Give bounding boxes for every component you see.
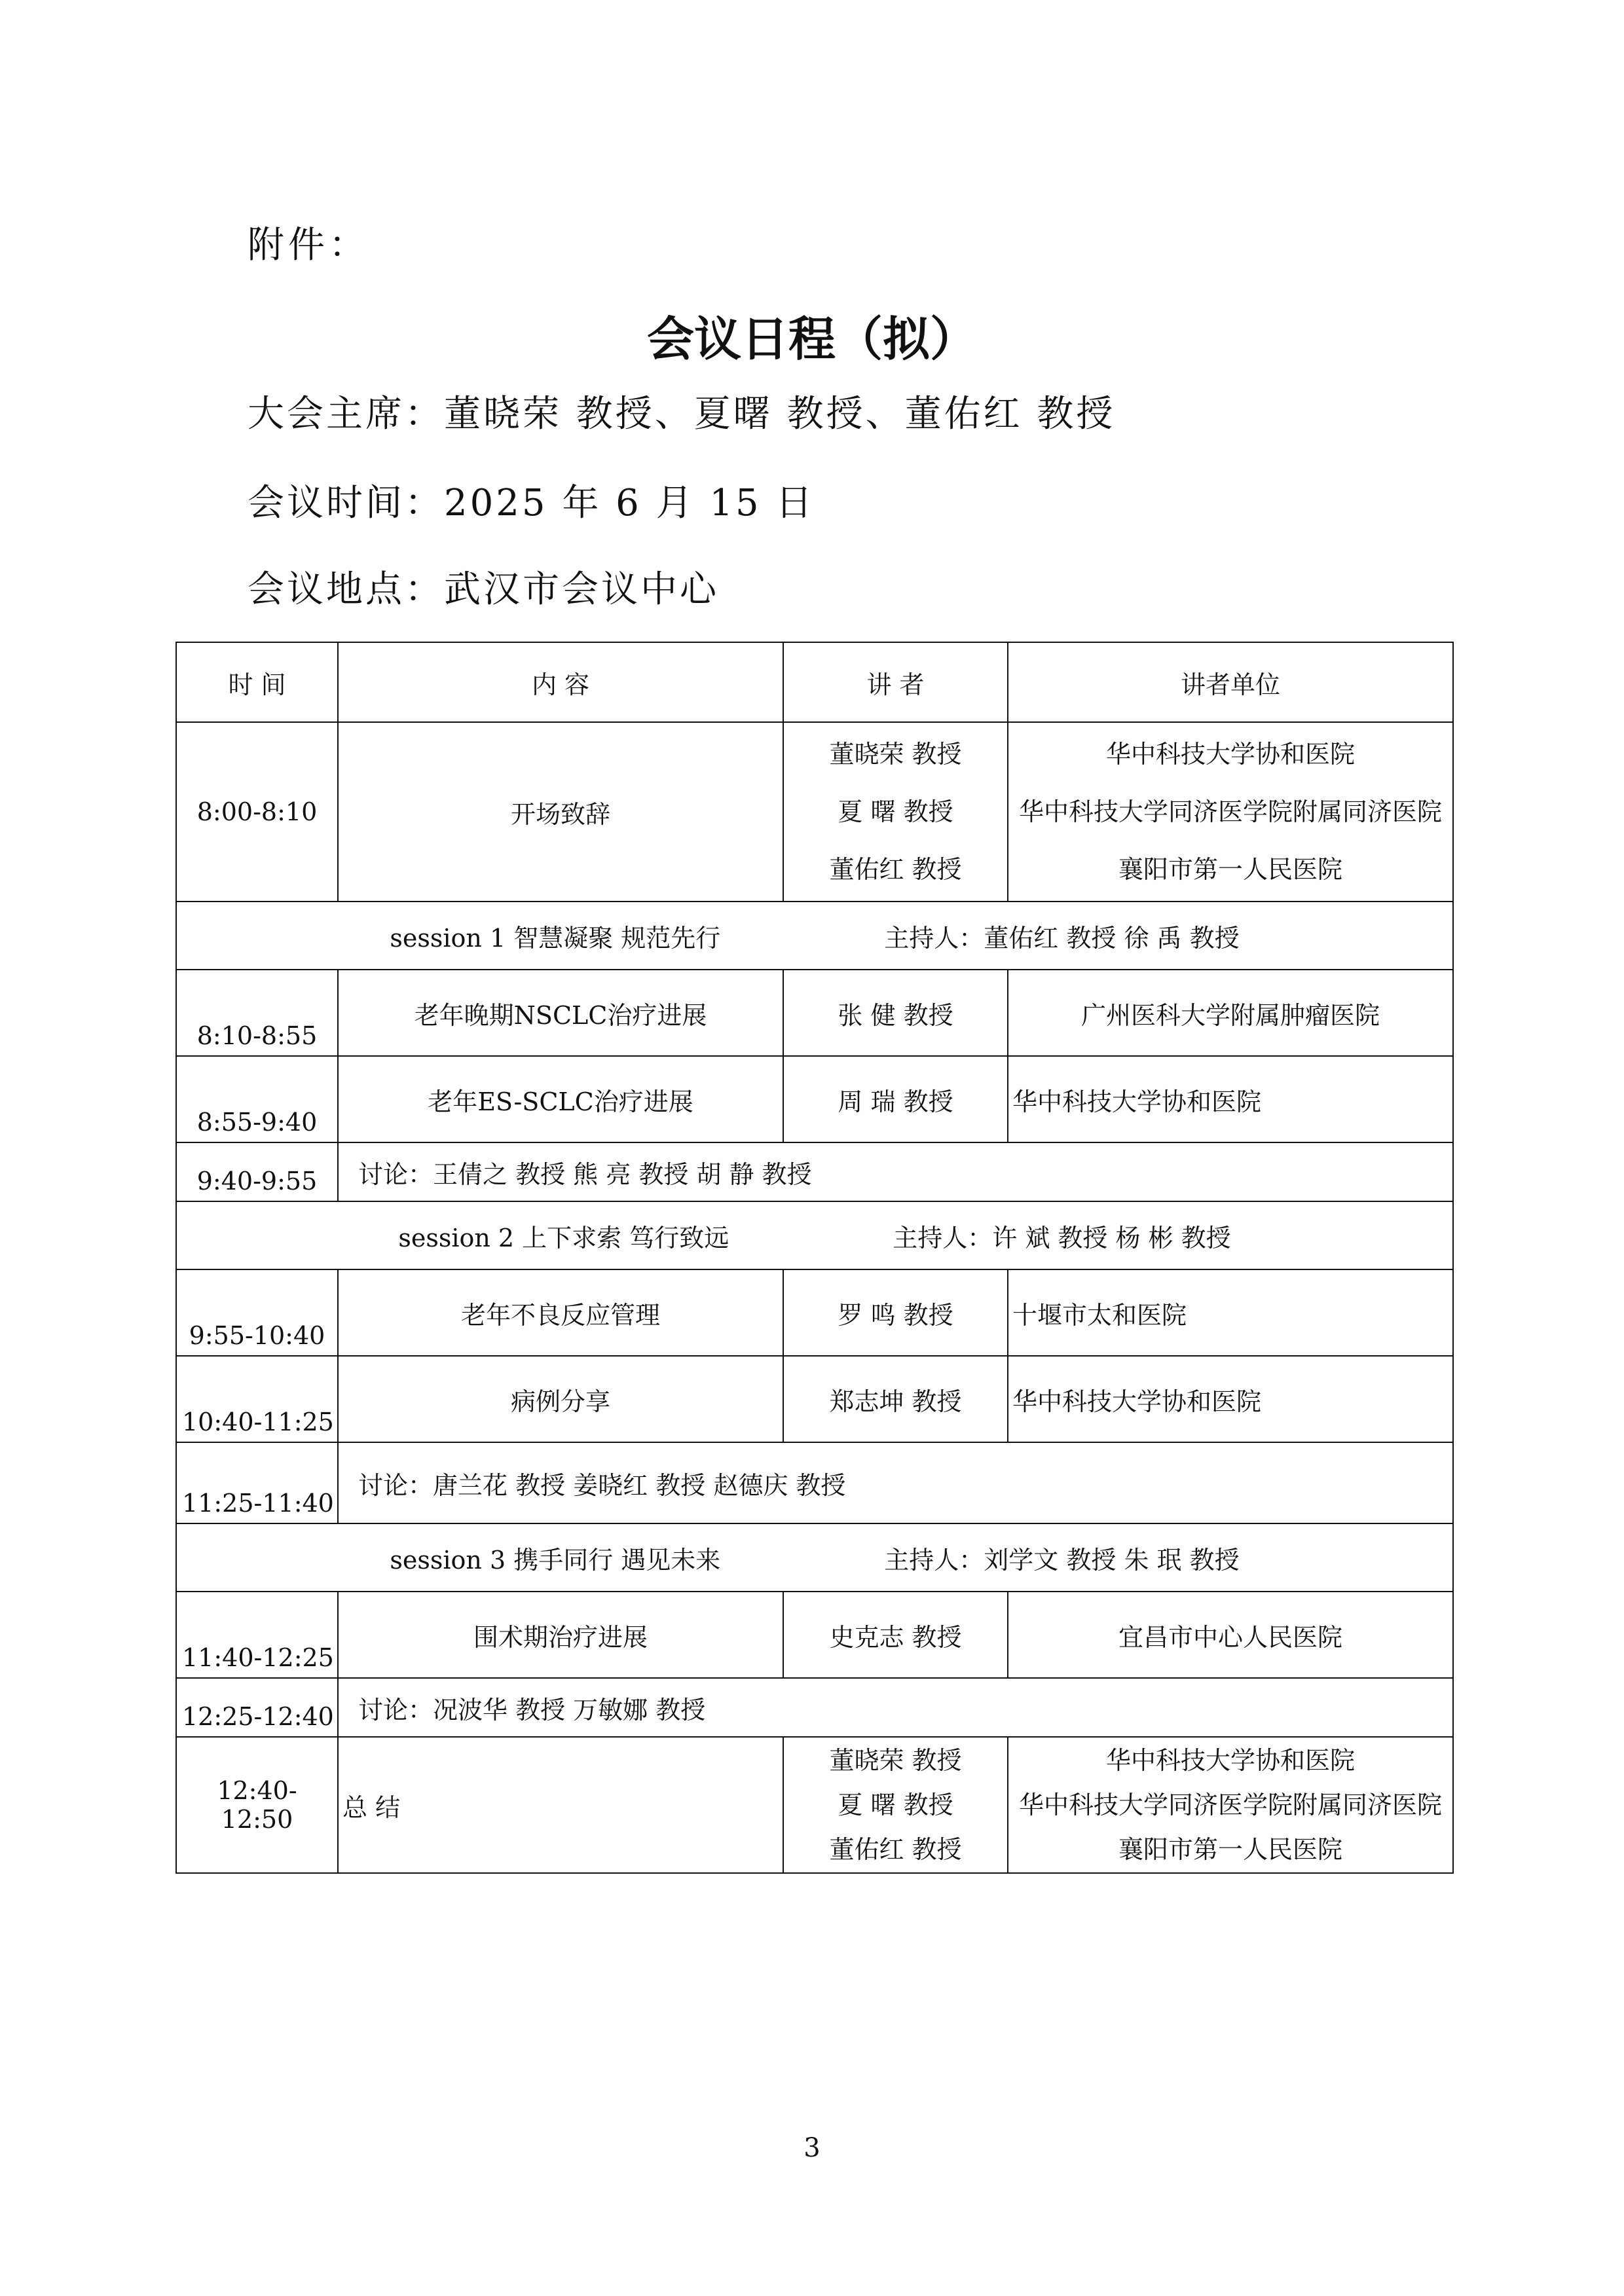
session-hosts: 主持人：刘学文 教授 朱 珉 教授 bbox=[884, 1545, 1240, 1575]
unit-cell: 十堰市太和医院 bbox=[1008, 1269, 1453, 1356]
discussion-cell: 讨论：唐兰花 教授 姜晓红 教授 赵德庆 教授 bbox=[338, 1442, 1453, 1523]
page-number: 3 bbox=[803, 2133, 821, 2163]
speaker-cell: 郑志坤 教授 bbox=[783, 1356, 1008, 1442]
session-title: session 1 智慧凝聚 规范先行 bbox=[390, 923, 721, 953]
discussion-row bbox=[176, 1442, 1453, 1523]
time-cell: 9:55-10:40 bbox=[176, 1269, 338, 1356]
discussion-cell: 讨论：况波华 教授 万敏娜 教授 bbox=[338, 1678, 1453, 1737]
unit-cell: 宜昌市中心人民医院 bbox=[1008, 1592, 1453, 1678]
page-title: 会议日程（拟） bbox=[646, 312, 977, 367]
conference-location: 会议地点：武汉市会议中心 bbox=[248, 568, 719, 611]
unit-cell bbox=[1008, 1737, 1453, 1873]
table-row bbox=[176, 970, 1453, 1056]
speaker-name: 董晓荣 教授 bbox=[829, 740, 962, 769]
header-unit: 讲者单位 bbox=[1008, 642, 1453, 722]
content-cell: 老年ES-SCLC治疗进展 bbox=[338, 1056, 783, 1142]
time-cell: 10:40-11:25 bbox=[176, 1356, 338, 1442]
speaker-cell bbox=[783, 722, 1008, 902]
session-cell bbox=[176, 902, 1453, 970]
content-cell: 总 结 bbox=[338, 1737, 783, 1873]
unit-name: 襄阳市第一人民医院 bbox=[1118, 1835, 1342, 1864]
speaker-name: 董佑红 教授 bbox=[829, 855, 962, 884]
time-cell: 11:40-12:25 bbox=[176, 1592, 338, 1678]
session-cell bbox=[176, 1201, 1453, 1269]
table-header-row bbox=[176, 642, 1453, 722]
speaker-cell bbox=[783, 1737, 1008, 1873]
table-row bbox=[176, 722, 1453, 902]
time-cell: 9:40-9:55 bbox=[176, 1142, 338, 1201]
conference-time: 会议时间：2025 年 6 月 15 日 bbox=[248, 482, 815, 524]
table-row bbox=[176, 1592, 1453, 1678]
discussion-row bbox=[176, 1142, 1453, 1201]
session-hosts: 主持人：董佑红 教授 徐 禹 教授 bbox=[884, 923, 1240, 953]
speaker-name: 夏 曙 教授 bbox=[838, 797, 953, 826]
table-row bbox=[176, 1056, 1453, 1142]
session-title: session 3 携手同行 遇见未来 bbox=[390, 1545, 721, 1575]
time-cell bbox=[176, 722, 338, 902]
time-value: 8:00-8:10 bbox=[196, 797, 318, 826]
header-content: 内 容 bbox=[338, 642, 783, 722]
unit-cell bbox=[1008, 722, 1453, 902]
session-row bbox=[176, 1523, 1453, 1592]
table-row bbox=[176, 1269, 1453, 1356]
time-value: 12:40-12:50 bbox=[217, 1776, 297, 1834]
unit-cell: 广州医科大学附属肿瘤医院 bbox=[1008, 970, 1453, 1056]
unit-name: 华中科技大学协和医院 bbox=[1105, 740, 1355, 769]
discussion-cell: 讨论：王倩之 教授 熊 亮 教授 胡 静 教授 bbox=[338, 1142, 1453, 1201]
session-row bbox=[176, 1201, 1453, 1269]
unit-name: 襄阳市第一人民医院 bbox=[1118, 855, 1342, 884]
content-cell: 围术期治疗进展 bbox=[338, 1592, 783, 1678]
content-cell: 病例分享 bbox=[338, 1356, 783, 1442]
discussion-row bbox=[176, 1678, 1453, 1737]
session-hosts: 主持人：许 斌 教授 杨 彬 教授 bbox=[893, 1223, 1231, 1252]
conference-chairs: 大会主席：董晓荣 教授、夏曙 教授、董佑红 教授 bbox=[248, 393, 1116, 435]
header-time: 时 间 bbox=[176, 642, 338, 722]
unit-cell: 华中科技大学协和医院 bbox=[1008, 1356, 1453, 1442]
session-row bbox=[176, 902, 1453, 970]
time-cell: 8:10-8:55 bbox=[176, 970, 338, 1056]
unit-name: 华中科技大学同济医学院附属同济医院 bbox=[1018, 797, 1442, 826]
content-cell: 开场致辞 bbox=[338, 722, 783, 902]
time-cell: 12:25-12:40 bbox=[176, 1678, 338, 1737]
speaker-cell: 史克志 教授 bbox=[783, 1592, 1008, 1678]
content-cell: 老年不良反应管理 bbox=[338, 1269, 783, 1356]
session-title: session 2 上下求索 笃行致远 bbox=[398, 1223, 729, 1252]
time-cell bbox=[176, 1737, 338, 1873]
unit-name: 华中科技大学协和医院 bbox=[1105, 1746, 1355, 1775]
schedule-table bbox=[175, 642, 1454, 1874]
speaker-cell: 周 瑞 教授 bbox=[783, 1056, 1008, 1142]
time-cell: 8:55-9:40 bbox=[176, 1056, 338, 1142]
session-cell bbox=[176, 1523, 1453, 1592]
unit-cell: 华中科技大学协和医院 bbox=[1008, 1056, 1453, 1142]
table-row bbox=[176, 1737, 1453, 1873]
table-row bbox=[176, 1356, 1453, 1442]
attachment-label: 附件： bbox=[248, 224, 369, 266]
speaker-cell: 罗 鸣 教授 bbox=[783, 1269, 1008, 1356]
header-speaker: 讲 者 bbox=[783, 642, 1008, 722]
speaker-name: 董佑红 教授 bbox=[829, 1835, 962, 1864]
time-cell: 11:25-11:40 bbox=[176, 1442, 338, 1523]
unit-name: 华中科技大学同济医学院附属同济医院 bbox=[1018, 1791, 1442, 1819]
speaker-cell: 张 健 教授 bbox=[783, 970, 1008, 1056]
speaker-name: 夏 曙 教授 bbox=[838, 1791, 953, 1819]
content-cell: 老年晚期NSCLC治疗进展 bbox=[338, 970, 783, 1056]
speaker-name: 董晓荣 教授 bbox=[829, 1746, 962, 1775]
